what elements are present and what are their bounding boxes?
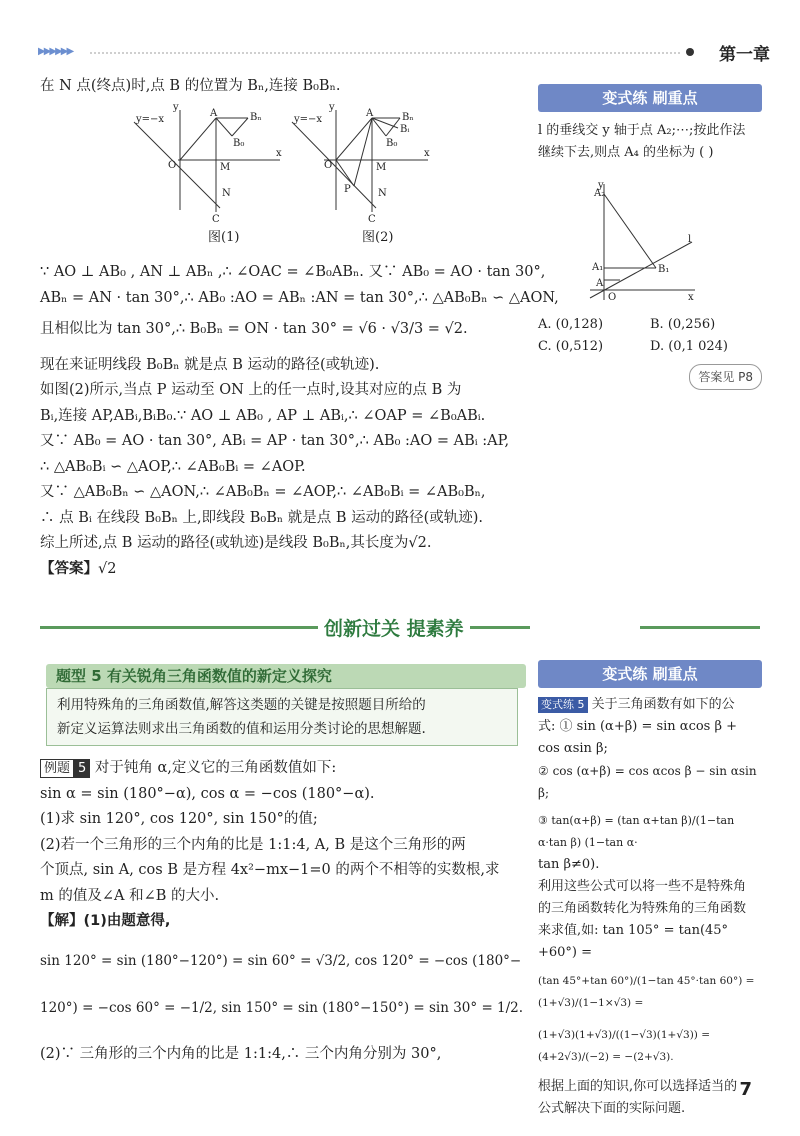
solution-label: 【解】(1)由题意得, [40,913,171,929]
type-title: 题型 5 有关锐角三角函数值的新定义探究 [46,664,526,688]
svg-text:y=−x: y=−x [136,114,165,125]
answer-ref-badge [689,364,762,390]
svg-text:B₀: B₀ [233,138,245,149]
section-divider-right [640,626,760,629]
proof-block [40,260,559,582]
proof-line: ABₙ = AN · tan 30°,∴ AB₀ :AO = ABₙ :AN = tan 30°,∴ △AB₀Bₙ ∽ △AON, [40,289,559,306]
example-line: 个顶点, sin A, cos B 是方程 4x²−mx−1=0 的两个不相等的实数根,求 [40,862,500,878]
side-text: 继续下去,则点 A₄ 的坐标为 ( ) [538,145,714,160]
svg-text:B₁: B₁ [658,264,670,275]
answer-line [40,557,518,583]
side-line: ③ tan(α+β) = (tan α+tan β)/(1−tan α·tan β) (1−tan α· [538,814,735,849]
example-block [40,756,524,1067]
svg-text:x: x [424,148,430,159]
svg-text:A: A [596,278,604,289]
answer-value: √2 [98,560,117,577]
side-line: 利用这些公式可以将一些不是特殊角 [538,879,747,894]
svg-text:A: A [210,108,218,119]
svg-text:Bₙ: Bₙ [402,112,414,123]
side-line: cos αsin β; [538,741,608,756]
proof-line: 且相似比为 tan 30°,∴ B₀Bₙ = ON · tan 30° = √6 · √3/3 = √2. [40,321,468,337]
svg-text:l: l [688,234,692,245]
side-line: 关于三角函数有如下的公 [591,697,735,712]
proof-line: 如图(2)所示,当点 P 运动至 ON 上的任一点时,设其对应的点 B 为 [40,382,462,398]
svg-text:O: O [608,292,617,303]
example-line: 120°) = −cos 60° = −1/2, sin 150° = sin (180°−150°) = sin 30° = 1/2. [40,1000,524,1016]
side-panel-top-title: 变式练 刷重点 [538,84,762,112]
side-panel-top [538,84,762,164]
header-arrows: ▶▶▶▶▶▶ [38,46,73,57]
example-line: 对于钝角 α,定义它的三角函数值如下: [94,760,337,776]
side-line: ② cos (α+β) = cos αcos β − sin αsin β; [538,764,757,800]
example-line: (2)若一个三角形的三个内角的比是 1:1:4, A, B 是这个三角形的两 [40,836,466,853]
svg-text:N: N [222,188,231,199]
svg-text:A₂: A₂ [594,188,606,199]
chapter-title: 第一章 [719,45,770,65]
svg-text:x: x [276,148,282,159]
svg-text:N: N [378,188,387,199]
svg-text:y=−x: y=−x [294,114,323,125]
svg-text:O: O [324,160,333,171]
example-tag: 例题 [40,759,74,778]
svg-text:M: M [376,162,387,173]
type-desc-line: 利用特殊角的三角函数值,解答这类题的关键是按照题目所给的 [57,697,426,713]
figure-2-caption: 图(2) [362,230,394,245]
option-d: D. (0,1 024) [650,339,728,354]
side-panel-bottom-title: 变式练 刷重点 [538,660,762,688]
side-text: l 的垂线交 y 轴于点 A₂;⋯;按此作法 [538,123,746,138]
variant-tag: 变式练 5 [538,697,588,713]
example-line: sin α = sin (180°−α), cos α = −cos (180°−α). [40,785,375,802]
proof-line: ∵ AO ⊥ AB₀ , AN ⊥ ABₙ ,∴ ∠OAC = ∠B₀ABₙ. 又∵ AB₀ = AO · tan 30°, [40,264,546,280]
side-options [538,314,762,390]
side-line: 根据上面的知识,你可以选择适当的 [538,1079,738,1094]
svg-text:Bᵢ: Bᵢ [400,124,410,135]
svg-text:B₀: B₀ [386,138,398,149]
svg-text:x: x [688,292,694,303]
figure-1-caption: 图(1) [208,230,240,245]
proof-line: 现在来证明线段 B₀Bₙ 就是点 B 运动的路径(或轨迹). [40,356,380,373]
option-c: C. (0,512) [538,339,604,354]
intro-line [40,74,518,100]
type-desc-line: 新定义运算法则求出三角函数的值和运用分类讨论的思想解题. [57,721,426,737]
svg-text:A₁: A₁ [592,262,604,273]
example-line: (1)求 sin 120°, cos 120°, sin 150°的值; [40,811,318,827]
header-dotted-rule [90,52,680,54]
example-line: (2)∵ 三角形的三个内角的比是 1:1:4,∴ 三个内角分别为 30°, [40,1045,442,1062]
option-a: A. (0,128) [538,317,604,332]
example-line: sin 120° = sin (180°−120°) = sin 60° = √3/2, cos 120° = −cos (180°− [40,952,522,969]
side-line: (1+√3)(1+√3)/((1−√3)(1+√3)) = (4+2√3)/(−2) = −(2+√3). [538,1029,711,1063]
option-b: B. (0,256) [650,317,716,332]
geometry-figures [128,100,458,245]
proof-line: 综上所述,点 B 运动的路径(或轨迹)是线段 B₀Bₙ,其长度为√2. [40,535,432,551]
type-description-box [46,688,518,746]
page-number: 7 [739,1079,752,1100]
svg-text:y: y [598,180,604,191]
side-line: 公式解决下面的实际问题. [538,1101,686,1116]
intro-text: 在 N 点(终点)时,点 B 的位置为 Bₙ,连接 B₀Bₙ. [40,78,341,94]
side-line: 式: ① sin (α+β) = sin αcos β + [538,719,738,734]
svg-text:A: A [366,108,374,119]
proof-line: ∴ △AB₀Bᵢ ∽ △AOP,∴ ∠AB₀Bᵢ = ∠AOP. [40,458,306,475]
example-number: 5 [74,759,90,778]
side-panel-bottom [538,660,762,1120]
example-line: m 的值及∠A 和∠B 的大小. [40,887,220,904]
answer-ref-text: 答案见 P8 [698,370,753,384]
proof-line: ∴ 点 Bᵢ 在线段 B₀Bₙ 上,即线段 B₀Bₙ 就是点 B 运动的路径(或轨迹). [40,509,484,526]
answer-label: 【答案】 [40,560,98,577]
side-line: tan β≠0). [538,857,600,872]
svg-text:Bₙ: Bₙ [250,112,262,123]
svg-text:O: O [168,160,177,171]
svg-text:C: C [368,214,376,225]
proof-line: 又∵ AB₀ = AO · tan 30°, ABᵢ = AP · tan 30°,∴ AB₀ :AO = ABᵢ :AP, [40,433,510,449]
proof-line: 又∵ △AB₀Bₙ ∽ △AON,∴ ∠AB₀Bₙ = ∠AOP,∴ ∠AB₀Bᵢ = ∠AB₀Bₙ, [40,484,486,500]
svg-text:y: y [329,102,335,113]
side-line: 的三角函数转化为特殊角的三角函数 [538,901,747,916]
svg-text:C: C [212,214,220,225]
side-line: (tan 45°+tan 60°)/(1−tan 45°·tan 60°) = (1+√3)/(1−1×√3) = [538,975,755,1009]
section-title: 创新过关 提素养 [318,614,470,641]
side-graph [580,180,700,305]
svg-text:y: y [173,102,179,113]
chapter-bullet-icon [686,48,694,56]
svg-text:P: P [344,184,351,195]
side-line: 来求值,如: tan 105° = tan(45°+60°) = [538,923,729,960]
figure-1 [134,110,280,212]
proof-line: Bᵢ,连接 AP,ABᵢ,BᵢB₀.∵ AO ⊥ AB₀ , AP ⊥ ABᵢ,∴ ∠OAP = ∠B₀ABᵢ. [40,407,486,424]
svg-text:M: M [220,162,231,173]
